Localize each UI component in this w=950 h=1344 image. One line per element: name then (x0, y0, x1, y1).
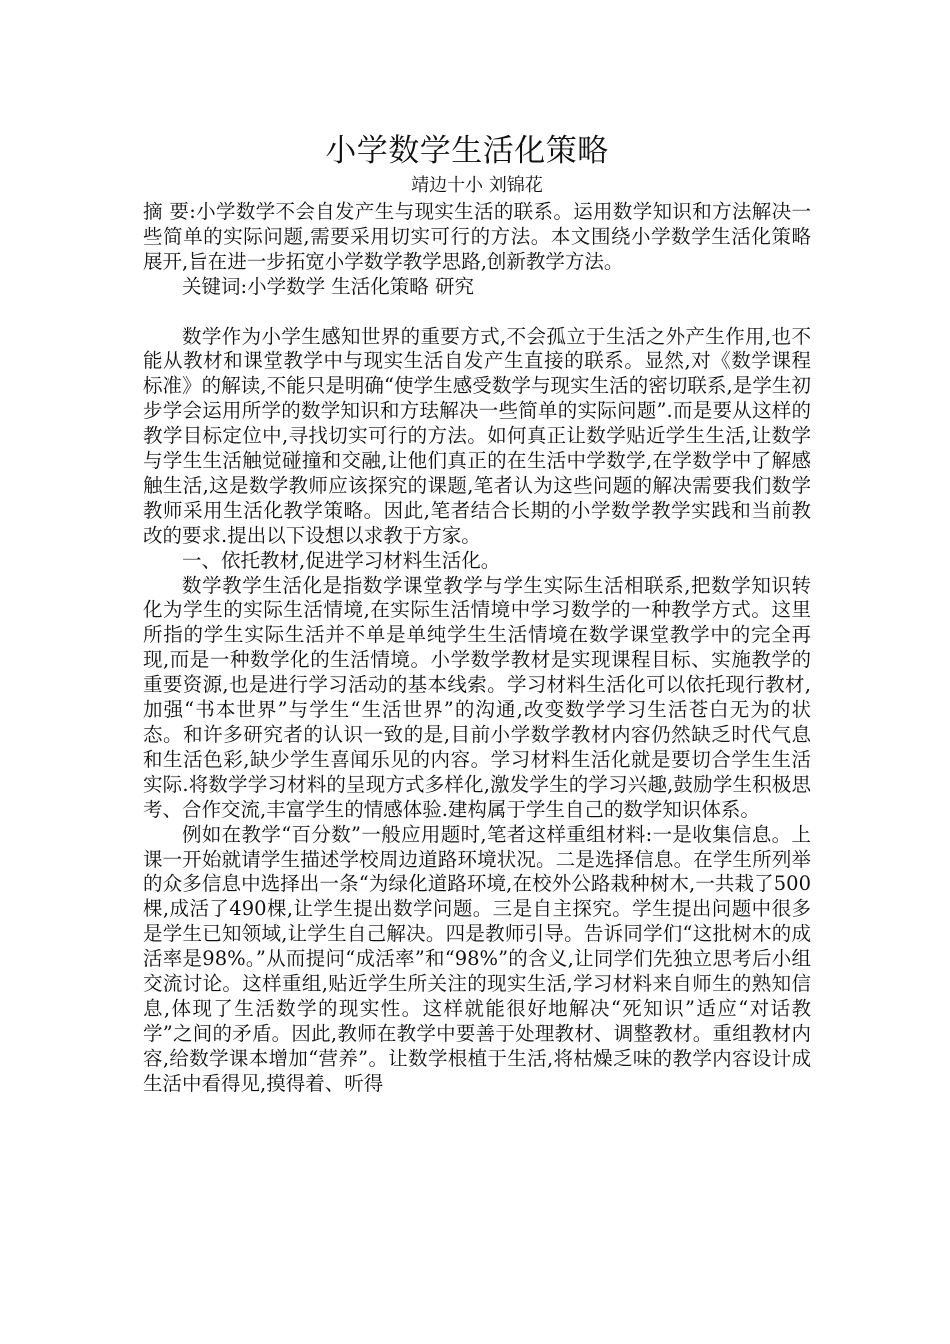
document-title: 小学数学生活化策略 (325, 133, 609, 169)
body-paragraph-section-1: 数学教学生活化是指数学课堂教学与学生实际生活相联系,把数学知识转化为学生的实际生活情境,在实际生活情境中学习数学的一种教学方式。这里所指的学生实际生活并不单是单纯学生生活情境在数学课堂教学中的完全再现,而是一种数学化的生活情境。小学数学教材是实现课程目标、实施教学的重要资源,也是进行学习活动的基本线索。学习材料生活化可以依托现行教材,加强“书本世界”与学生“生活世界”的沟通,改变数学学习生活苍白无为的状态。和许多研究者的认识一致的是,目前小学数学教材内容仍然缺乏时代气息和生活色彩,缺少学生喜闻乐见的内容。学习材料生活化就是要切合学生生活实际.将数学学习材料的呈现方式多样化,激发学生的学习兴趣,鼓励学生积极思考、合作交流,丰富学生的情感体验.建构属于学生自己的数学知识体系。 (143, 573, 811, 821)
document-body (143, 128, 811, 1097)
body-paragraph-example: 例如在教学“百分数”一般应用题时,笔者这样重组材料:一是收集信息。上课一开始就请学生描述学校周边道路环境状况。二是选择信息。在学生所列举的众多信息中选择出一条“为绿化道路环境,在校外公路栽种树木,一共栽了500棵,成活了490棵,让学生提出数学问题。三是自主探究。学生提出问题中很多是学生已知领域,让学生自己解决。四是教师引导。告诉同学们“这批树木的成活率是98%。”从而提问“成活率”和“98%”的含义,让同学们先独立思考后小组交流讨论。这样重组,贴近学生所关注的现实生活,学习材料来自师生的熟知信息,体现了生活数学的现实性。这样就能很好地解决“死知识”适应“对话教学”之间的矛盾。因此,教师在教学中要善于处理教材、调整教材。重组教材内容,给数学课本增加“营养”。让数学根植于生活,将枯燥乏味的教学内容设计成生活中看得见,摸得着、听得 (143, 822, 811, 1095)
section-heading-1: 一、依托教材,促进学习材料生活化。 (182, 548, 501, 572)
keywords-line: 关键词:小学数学 生活化策略 研究 (182, 274, 474, 298)
author-byline: 靖边十小 刘锦花 (411, 175, 543, 196)
body-paragraph-intro: 数学作为小学生感知世界的重要方式,不会孤立于生活之外产生作用,也不能从教材和课堂教学中与现实生活自发产生直接的联系。显然,对《数学课程标准》的解读,不能只是明确“使学生感受数学与现实生活的密切联系,是学生初步学会运用所学的数学知识和方珐解决一些简单的实际问题”.而是要从这样的教学目标定位中,寻找切实可行的方法。如何真正让数学贴近学生生活,让数学与学生生活触觉碰撞和交融,让他们真正的在生活中学数学,在学数学中了解感触生活,这是数学教师应该探究的课题,笔者认为这些问题的解决需要我们数学教师采用生活化教学策略。因此,笔者结合长期的小学数学教学实践和当前教改的要求.提出以下设想以求教于方家。 (143, 324, 811, 547)
abstract-paragraph: 摘 要:小学数学不会自发产生与现实生活的联系。运用数学知识和方法解决一些简单的实际问题,需要采用切实可行的方法。本文围绕小学数学生活化策略展开,旨在进一步拓宽小学数学教学思路,创新教学方法。 (143, 200, 811, 273)
